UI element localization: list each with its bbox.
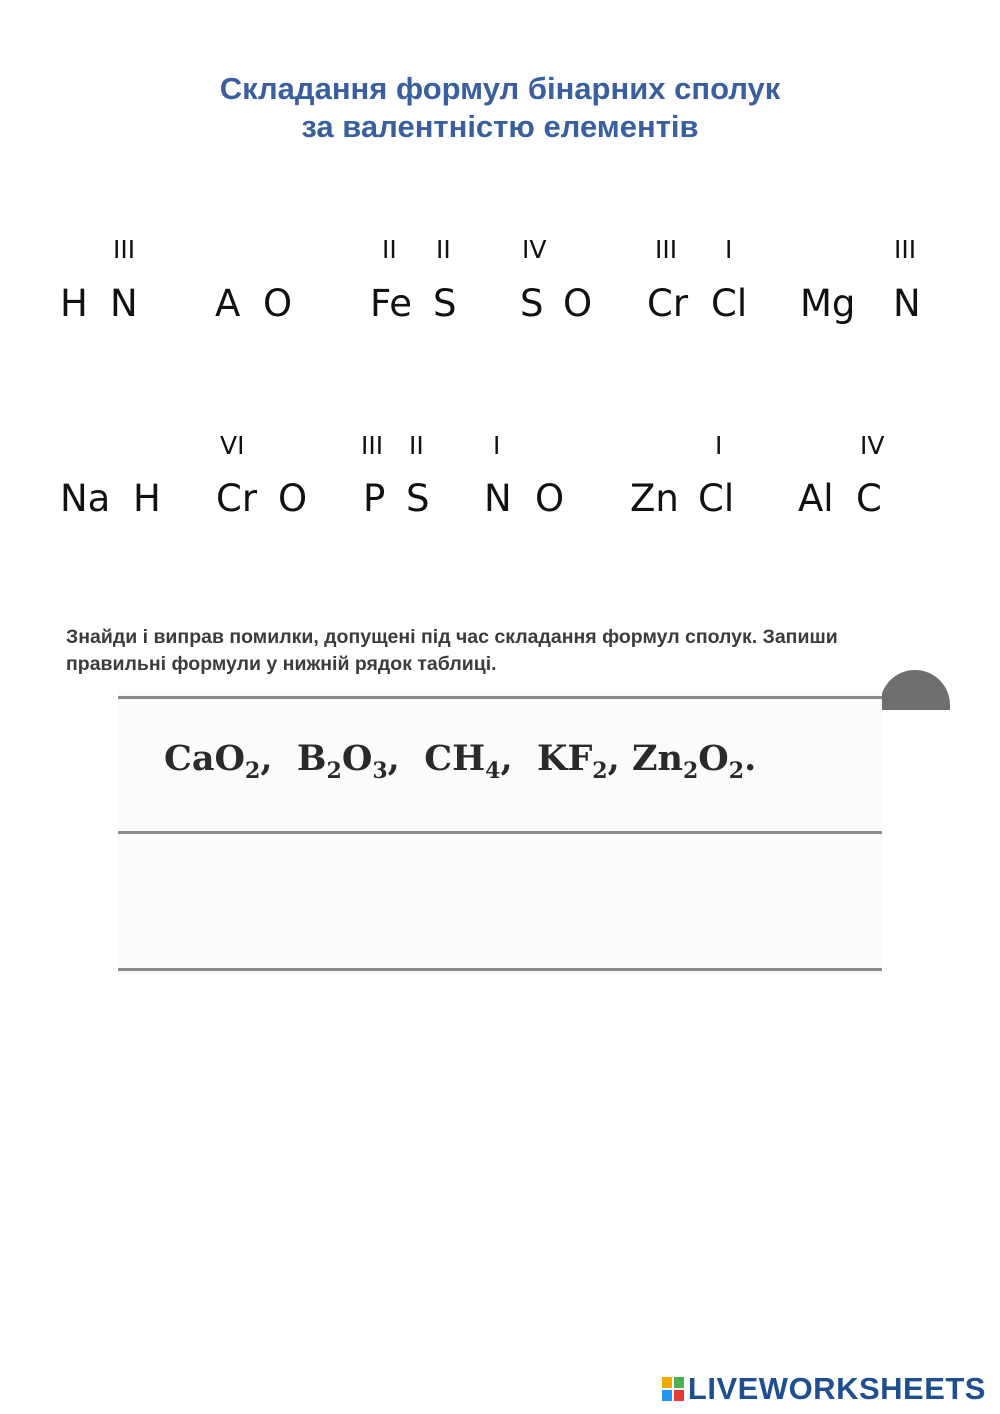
element-o: O [563,282,593,325]
element-n: N [110,282,138,325]
formula-kf2: $KF_2$, [537,738,620,784]
formula-zn2o2: $Zn_2O_2$. [631,738,757,784]
element-o: O [278,477,308,520]
valence-cl: I [725,235,733,264]
element-h: H [133,477,161,520]
valence-h-n-n: III [113,235,136,264]
element-n: N [484,477,512,520]
element-al: Al [798,477,834,520]
element-c: C [856,477,882,520]
element-mg: Mg [800,282,856,325]
valence-so-s: IV [522,235,547,264]
valence-fes-s: II [436,235,451,264]
element-fe: Fe [370,282,413,325]
formula-b2o3: $B_2O_3$, [296,738,400,784]
valence-cr: VI [220,431,245,460]
element-cr: Cr [216,477,258,520]
answer-input[interactable] [130,850,874,952]
element-cr: Cr [647,282,689,325]
element-a: A [215,282,241,325]
table-middle-rule [118,831,882,834]
valence-n: I [493,431,501,460]
element-s: S [433,282,457,325]
element-zn: Zn [630,477,679,520]
valence-cl: I [715,431,723,460]
liveworksheets-logo [662,1371,986,1407]
element-na: Na [60,477,111,520]
element-p: P [363,477,386,520]
valence-fe: II [382,235,397,264]
liveworksheets-icon [662,1377,684,1401]
valence-p: III [361,431,384,460]
valence-mgn-n: III [894,235,917,264]
element-cl: Cl [711,282,748,325]
table-top-rule [118,696,882,699]
instruction-line-1: Знайди і виправ помилки, допущені під час складання формул сполук. Запиши [66,626,838,648]
element-h: H [60,282,88,325]
valence-c: IV [860,431,885,460]
formula-cao2: CaO$_2$, [164,738,273,784]
worksheet-title [0,70,1000,146]
valence-s: II [409,431,424,460]
element-s: S [406,477,430,520]
element-s: S [520,282,544,325]
brand-text: LIVEWORKSHEETS [687,1371,986,1406]
table-bottom-rule [118,968,882,971]
element-o: O [535,477,565,520]
element-o: O [263,282,293,325]
incorrect-formulas [164,738,756,784]
title-line-1: Складання формул бінарних сполук [219,71,781,106]
element-n: N [893,282,921,325]
valence-cr: III [655,235,678,264]
instruction-line-2: правильні формули у нижній рядок таблиці. [66,653,497,675]
title-line-2: за валентністю елементів [301,109,699,144]
formula-ch4: $CH_4$, [424,738,513,784]
element-cl: Cl [698,477,735,520]
task-instruction [66,624,971,678]
